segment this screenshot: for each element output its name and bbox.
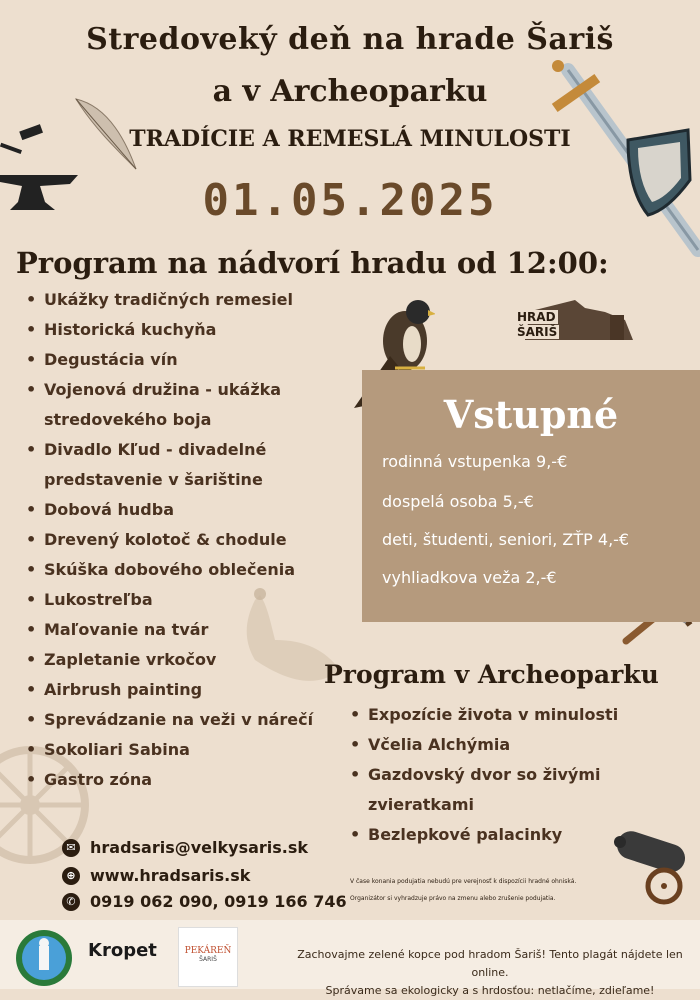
phone-icon: ✆ [62,893,80,911]
list-item: • Drevený kolotoč & chodule [16,525,346,555]
title-line1: Stredoveký deň na hrade Šariš [86,22,614,57]
program-archeopark-title: Program v Archeoparku [324,660,659,689]
note-line1: V čase konania podujatia nebudú pre verejnosť k dispozícii hradné ohniská. [350,878,577,885]
town-crest-logo [14,928,74,988]
list-item: • Gastro zóna [16,765,346,795]
castle-logo-line2: ŠARIŠ [517,325,558,339]
footer-text-line1: Zachovajme zelené kopce pod hradom Šariš! Tento plagát nájdete len online. [297,948,683,979]
email-text: hradsaris@velkysaris.sk [90,838,309,857]
price-tower: vyhliadkova veža 2,-€ [382,568,557,587]
program-courtyard-list [16,285,346,795]
list-item: • Historická kuchyňa [16,315,346,345]
list-item: • Včelia Alchýmia [340,730,690,760]
pekaren-line2: ŠARIŠ [199,956,217,963]
sponsor-pekaren-logo [178,927,238,987]
price-family: rodinná vstupenka 9,-€ [382,452,568,471]
subtitle: TRADÍCIE A REMESLÁ MINULOSTI [129,126,571,152]
contact-phone [62,892,347,911]
admission-title: Vstupné [443,392,619,437]
list-item: • Lukostreľba [16,585,346,615]
list-item: • Zapletanie vrkočov [16,645,346,675]
footer-text-line2: Správame sa ekologicky a s hrdosťou: netlačíme, zdieľame! [325,984,655,997]
title-line2: a v Archeoparku [212,74,488,109]
web-text: www.hradsaris.sk [90,866,251,885]
list-item: • Expozície života v minulosti [340,700,690,730]
contact-web[interactable] [62,866,250,885]
list-item: • Dobová hudba [16,495,346,525]
castle-logo [515,290,635,345]
program-archeopark-list [340,700,690,850]
globe-icon: ⊕ [62,867,80,885]
castle-logo-line1: HRAD [517,310,556,324]
list-item: • Maľovanie na tvár [16,615,346,645]
list-item: • Airbrush painting [16,675,346,705]
email-icon: ✉ [62,839,80,857]
program-courtyard-title: Program na nádvorí hradu od 12:00: [16,246,609,280]
price-adult: dospelá osoba 5,-€ [382,492,534,511]
list-item: • Degustácia vín [16,345,346,375]
note-line2: Organizátor si vyhradzuje právo na zmenu alebo zrušenie podujatia. [350,895,556,902]
sponsor-kropet: Kropet [88,940,157,961]
list-item: • Sokoliari Sabina [16,735,346,765]
price-reduced: deti, študenti, seniori, ZŤP 4,-€ [382,530,630,549]
list-item: • Vojenová družina - ukážka stredovekého boja [16,375,346,435]
list-item: • Divadlo Kľud - divadelné predstavenie v šarištine [16,435,346,495]
list-item: • Skúška dobového oblečenia [16,555,346,585]
list-item: • Ukážky tradičných remesiel [16,285,346,315]
pekaren-line1: PEKÁREŇ [184,946,232,956]
list-item: • Sprevádzanie na veži v nárečí [16,705,346,735]
event-date: 01.05.2025 [202,175,498,226]
phone-text: 0919 062 090, 0919 166 746 [90,892,347,911]
list-item: • Gazdovský dvor so živými zvieratkami [340,760,690,820]
footer-text [290,946,690,1000]
contact-email[interactable] [62,838,308,857]
list-item: • Bezlepkové palacinky [340,820,690,850]
